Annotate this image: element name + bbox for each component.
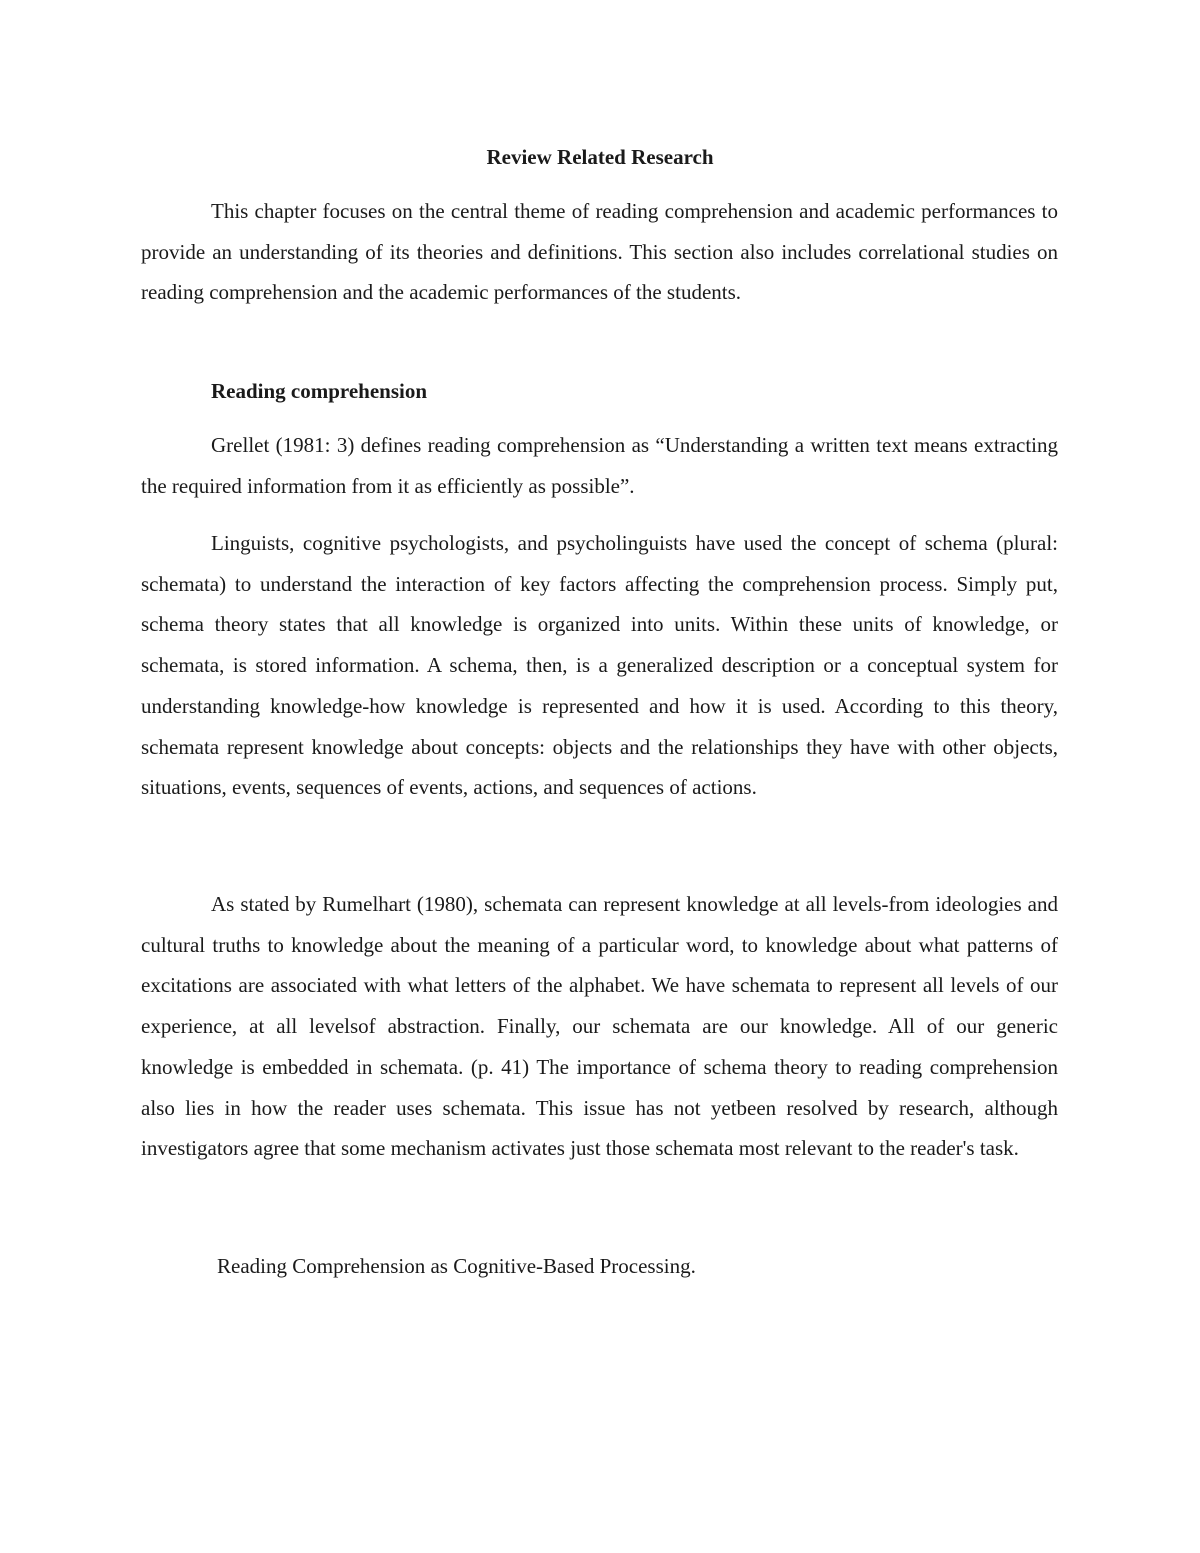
document-title: Review Related Research [486, 145, 714, 169]
rumelhart-paragraph: As stated by Rumelhart (1980), schemata can represent knowledge at all levels-from ideologies and cultural truths to knowledge about the meaning of a particular word, to knowledge about what patterns of excitations are associated with what letters of the alphabet. We have schemata to represent all levels of our experience, at all levelsof abstraction. Finally, our schemata are our knowledge. All of our generic knowledge is embedded in schemata. (p. 41) The importance of schema theory to reading comprehension also lies in how the reader uses schemata. This issue has not yetbeen resolved by research, although investigators agree that some mechanism activates just those schemata most relevant to the reader's task. [141, 892, 1058, 1161]
schema-theory-paragraph: Linguists, cognitive psychologists, and psycholinguists have used the concept of schema (plural: schemata) to understand the interaction of key factors affecting the comprehension process. Simply put, schema theory states that all knowledge is organized into units. Within these units of knowledge, or schemata, is stored information. A schema, then, is a generalized description or a conceptual system for understanding knowledge-how knowledge is represented and how it is used. According to this theory, schemata represent knowledge about concepts: objects and the relationships they have with other objects, situations, events, sequences of events, actions, and sequences of actions. [141, 531, 1058, 800]
grellet-definition-paragraph: Grellet (1981: 3) defines reading comprehension as “Understanding a written text means extracting the required information from it as efficiently as possible”. [141, 433, 1058, 498]
subsection-heading-cognitive-processing: Reading Comprehension as Cognitive-Based Processing. [217, 1254, 696, 1278]
intro-paragraph: This chapter focuses on the central theme of reading comprehension and academic performances to provide an understanding of its theories and definitions. This section also includes correlational studies on reading comprehension and the academic performances of the students. [141, 199, 1058, 305]
section-heading-reading-comprehension: Reading comprehension [211, 379, 428, 403]
